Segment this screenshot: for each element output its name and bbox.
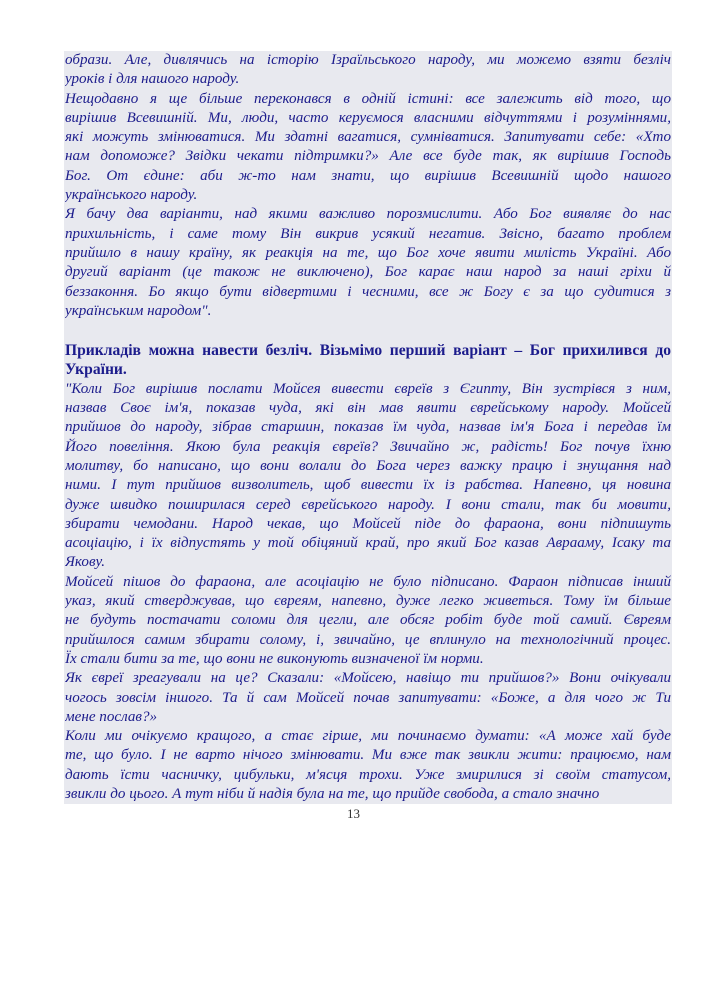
text-line: те, що було. І не варто нічого змінювати. Ми вже так звикли жити: працюємо, нам [65,747,671,764]
paragraph [64,51,672,90]
text-line: нам допоможе? Звідки чекати підтримки?» Але все буде так, як вирішив Господь [65,148,671,165]
text-line: беззаконня. Бо якщо бути відвертими і чесними, все ж Богу є за що судитися з [65,283,671,300]
text-body-top [64,51,672,321]
paragraph [64,669,672,727]
text-line: прийшов до народу, зібрав старшин, показав їм чуда, назвав ім'я Бога і передав їм [65,419,671,436]
text-line: Я бачу два варіанти, над якими важливо порозмислити. Або Бог виявляє до нас [65,206,671,223]
text-line: образи. Але, дивлячись на історію Ізраїльського народу, ми можемо взяти безліч [65,52,671,68]
paragraph [64,380,672,573]
text-line: українського народу. [65,187,198,204]
text-line: чогось зовсім іншого. Та й сам Мойсей почав запитувати: «Боже, а для чого ж Ти [65,689,671,706]
page-number: 13 [347,806,360,821]
text-line: звикли до цього. А тут ніби й надія була на те, що прийде свобода, а стало значно [65,785,600,802]
text-line: українським народом". [65,302,212,319]
paragraph [64,90,672,206]
text-line: другий варіант (це також не виключено), Бог карає наш народ за наші гріхи й [65,264,671,281]
text-line: не будуть постачати соломи для цегли, але обсяг робіт буде той самий. Євреям [65,612,671,629]
paragraph [64,205,672,321]
text-line: Як євреї зреагували на це? Сказали: «Мойсею, навіщо ти прийшов?» Вони очікували [65,670,671,687]
heading-line: Прикладів можна навести безліч. Візьмімо перший варіант – Бог прихилився до [65,342,671,360]
heading-line: України. [65,361,127,379]
paragraph [64,573,672,669]
text-line: які можуть змінюватися. Ми здатні вагатися, сумніватися. Запитувати себе: «Хто [65,129,671,146]
text-line: мене послав?» [65,708,158,725]
text-line: збирати чемодани. Народ чекав, що Мойсей піде до фараона, вони підпишуть [65,515,671,532]
paragraph [64,727,672,804]
text-line: дуже швидко поширилася серед єврейського народу. І вони стали, так би мовити, [65,496,671,513]
section-heading [64,341,672,380]
text-line: Їх стали бити за те, що вони не виконують визначеної їм норми. [65,650,484,667]
text-line: ними. І тут прийшов визволитель, щоб вивести їх із рабства. Напевно, ця новина [65,477,671,494]
text-line: Коли ми очікуємо кращого, а стає гірше, ми починаємо думати: «А може хай буде [65,728,671,745]
text-line: указ, який стверджував, що євреям, напевно, дуже легко живеться. Тому їм більше [65,593,671,610]
text-line: вирішив Всевишній. Ми, люди, часто керуємося власними відчуттями і розуміннями, [65,109,671,126]
text-line: "Коли Бог вирішив послати Мойсея вивести євреїв з Єгипту, Він зустрівся з ним, [65,380,671,397]
text-body-bottom [64,380,672,805]
text-line: прийшлося самим збирати солому, і, звичайно, це вплинуло на технологічний процес. [65,631,671,648]
text-line: прихильність, і саме тому Він викрив усякий негатив. Звісно, багато проблем [65,225,671,242]
document-page [64,51,672,804]
text-line: Нещодавно я ще більше переконався в одній істині: все залежить від того, що [65,90,671,107]
text-line: дають їсти часничку, цибульки, м'ясця трохи. Уже змирилися зі своїм статусом, [65,766,671,783]
text-line: назвав Своє ім'я, показав чуда, які він мав явити єврейському народу. Мойсей [65,400,671,417]
text-line: асоціацію, і їх відпустять у той обіцяний край, про який Бог казав Аврааму, Ісаку та [65,535,671,552]
text-line: Мойсей пішов до фараона, але асоціацію не було підписано. Фараон підписав інший [65,573,671,590]
text-line: Бог. От єдине: аби ж-то нам знати, що вирішив Всевишній щодо нашого [65,167,671,184]
text-line: прийшло в нашу країну, як реакція на те, що Бог хоче явити милість Україні. Або [65,244,671,261]
text-line: уроків і для нашого народу. [65,71,240,88]
text-line: молитву, бо написано, що вони волали до Бога через важку працю і знущання над [65,457,671,474]
text-line: Його повеління. Якою була реакція євреїв? Звичайно ж, радість! Бог почув їхню [65,438,671,455]
text-line: Якову. [65,554,106,571]
paragraph-gap [64,321,672,341]
